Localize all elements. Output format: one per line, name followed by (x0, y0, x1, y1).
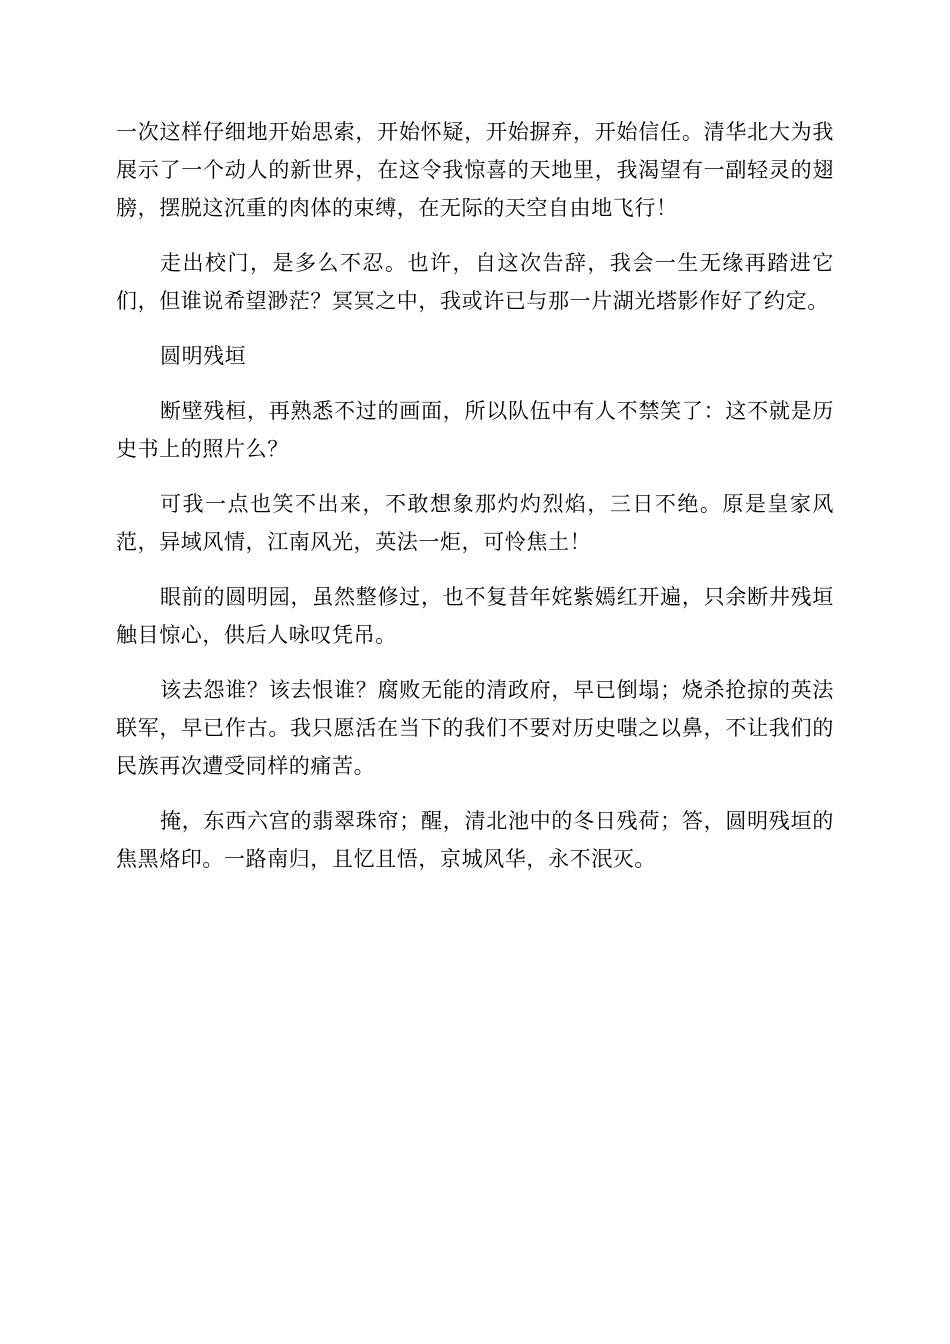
paragraph-6: 该去怨谁？该去恨谁？腐败无能的清政府，早已倒塌；烧杀抢掠的英法联军，早已作古。我只愿活在当下的我们不要对历史嗤之以鼻，不让我们的民族再次遭受同样的痛苦。 (116, 678, 834, 778)
paragraph-7: 掩，东西六宫的翡翠珠帘；醒，清北池中的冬日残荷；答，圆明残垣的焦黑烙印。一路南归，且忆且悟，京城风华，永不泯灭。 (116, 809, 834, 871)
paragraph-4: 可我一点也笑不出来，不敢想象那灼灼烈焰，三日不绝。原是皇家风范，异域风情，江南风光，英法一炬，可怜焦土！ (116, 492, 834, 554)
document-body (116, 113, 834, 895)
paragraph-2: 走出校门，是多么不忍。也许，自这次告辞，我会一生无缘再踏进它们，但谁说希望渺茫？冥冥之中，我或许已与那一片湖光塔影作好了约定。 (116, 251, 834, 313)
section-heading: 圆明残垣 (160, 344, 247, 368)
paragraph-5: 眼前的圆明园，虽然整修过，也不复昔年姹紫嫣红开遍，只余断井残垣触目惊心，供后人咏叹凭吊。 (116, 585, 834, 647)
paragraph-3: 断壁残桓，再熟悉不过的画面，所以队伍中有人不禁笑了：这不就是历史书上的照片么？ (116, 399, 834, 461)
paragraph-1: 一次这样仔细地开始思索，开始怀疑，开始摒弃，开始信任。清华北大为我展示了一个动人的新世界，在这令我惊喜的天地里，我渴望有一副轻灵的翅膀，摆脱这沉重的肉体的束缚，在无际的天空自由地飞行！ (116, 120, 834, 220)
